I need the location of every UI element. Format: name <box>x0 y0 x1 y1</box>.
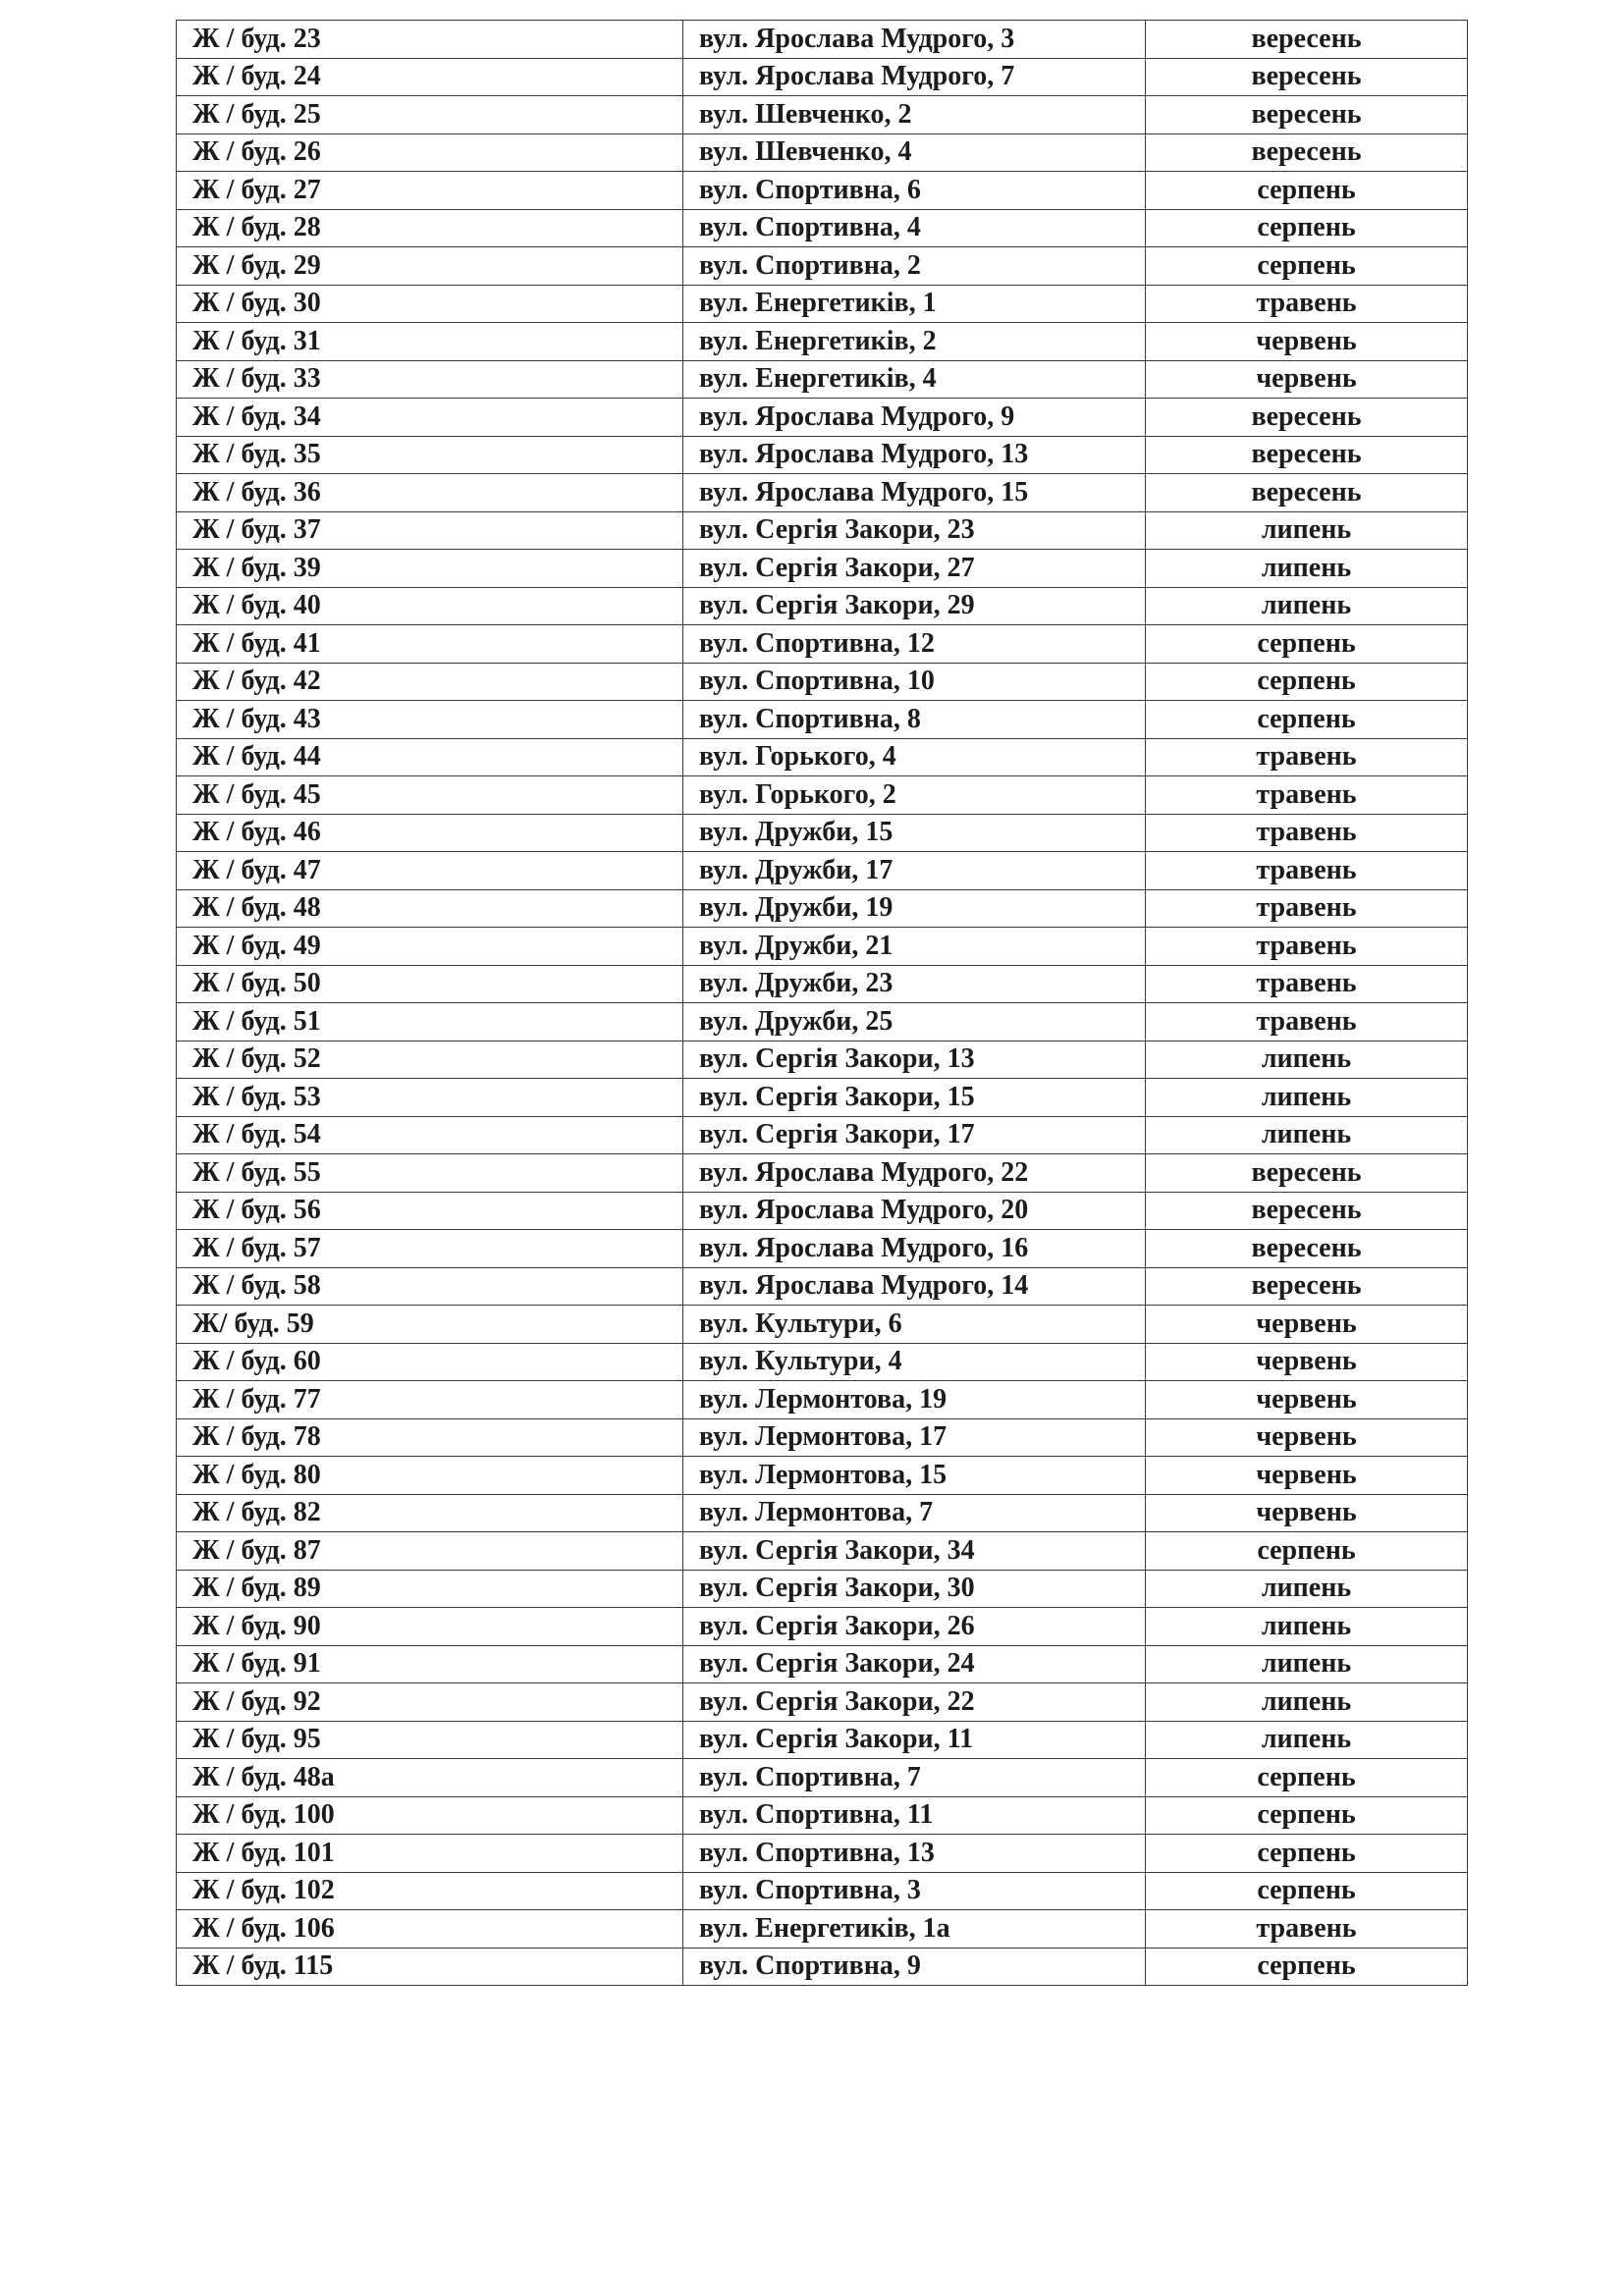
month-cell: вересень <box>1146 96 1468 134</box>
month-cell: серпень <box>1146 701 1468 739</box>
building-cell: Ж / буд. 56 <box>177 1192 683 1230</box>
month-cell: липень <box>1146 1721 1468 1759</box>
address-cell: вул. Енергетиків, 2 <box>683 323 1146 361</box>
building-cell: Ж / буд. 43 <box>177 701 683 739</box>
building-cell: Ж / буд. 92 <box>177 1683 683 1722</box>
table-row <box>177 663 1468 701</box>
building-cell: Ж / буд. 35 <box>177 436 683 474</box>
address-cell: вул. Горького, 2 <box>683 776 1146 815</box>
table-row <box>177 133 1468 172</box>
month-cell: червень <box>1146 1306 1468 1344</box>
month-cell: травень <box>1146 928 1468 966</box>
building-cell: Ж / буд. 33 <box>177 360 683 399</box>
table-row <box>177 1267 1468 1306</box>
table-row <box>177 1343 1468 1381</box>
address-cell: вул. Ярослава Мудрого, 7 <box>683 58 1146 96</box>
month-cell: вересень <box>1146 1267 1468 1306</box>
address-cell: вул. Спортивна, 2 <box>683 247 1146 286</box>
table-row <box>177 511 1468 550</box>
month-cell: вересень <box>1146 1230 1468 1268</box>
address-cell: вул. Сергія Закори, 11 <box>683 1721 1146 1759</box>
table-row <box>177 587 1468 625</box>
building-cell: Ж / буд. 82 <box>177 1494 683 1532</box>
month-cell: травень <box>1146 1910 1468 1949</box>
month-cell: червень <box>1146 1494 1468 1532</box>
table-row <box>177 1570 1468 1608</box>
building-cell: Ж / буд. 37 <box>177 511 683 550</box>
building-cell: Ж / буд. 44 <box>177 738 683 776</box>
building-cell: Ж / буд. 100 <box>177 1796 683 1835</box>
table-row <box>177 96 1468 134</box>
table-row <box>177 1608 1468 1646</box>
building-cell: Ж / буд. 55 <box>177 1154 683 1193</box>
address-cell: вул. Спортивна, 6 <box>683 172 1146 210</box>
table-row <box>177 625 1468 664</box>
month-cell: вересень <box>1146 21 1468 59</box>
table-row <box>177 1116 1468 1154</box>
month-cell: травень <box>1146 814 1468 852</box>
building-cell: Ж / буд. 102 <box>177 1872 683 1910</box>
month-cell: липень <box>1146 1116 1468 1154</box>
building-cell: Ж / буд. 89 <box>177 1570 683 1608</box>
month-cell: липень <box>1146 550 1468 588</box>
building-cell: Ж / буд. 45 <box>177 776 683 815</box>
table-row <box>177 1910 1468 1949</box>
table-row <box>177 965 1468 1003</box>
month-cell: серпень <box>1146 1796 1468 1835</box>
month-cell: червень <box>1146 1381 1468 1419</box>
table-row <box>177 814 1468 852</box>
building-cell: Ж / буд. 39 <box>177 550 683 588</box>
month-cell: вересень <box>1146 1154 1468 1193</box>
address-cell: вул. Культури, 6 <box>683 1306 1146 1344</box>
address-cell: вул. Спортивна, 3 <box>683 1872 1146 1910</box>
table-row <box>177 928 1468 966</box>
table-row <box>177 1418 1468 1457</box>
address-cell: вул. Дружби, 23 <box>683 965 1146 1003</box>
building-cell: Ж / буд. 24 <box>177 58 683 96</box>
address-cell: вул. Сергія Закори, 15 <box>683 1079 1146 1117</box>
table-row <box>177 1306 1468 1344</box>
building-cell: Ж / буд. 48а <box>177 1759 683 1797</box>
building-cell: Ж / буд. 48 <box>177 889 683 928</box>
building-cell: Ж / буд. 23 <box>177 21 683 59</box>
address-cell: вул. Спортивна, 10 <box>683 663 1146 701</box>
address-cell: вул. Дружби, 19 <box>683 889 1146 928</box>
month-cell: травень <box>1146 852 1468 890</box>
building-cell: Ж / буд. 52 <box>177 1041 683 1079</box>
building-cell: Ж / буд. 80 <box>177 1457 683 1495</box>
table-row <box>177 1192 1468 1230</box>
table-row <box>177 1948 1468 1986</box>
address-cell: вул. Лермонтова, 19 <box>683 1381 1146 1419</box>
month-cell: серпень <box>1146 625 1468 664</box>
address-cell: вул. Сергія Закори, 23 <box>683 511 1146 550</box>
address-cell: вул. Спортивна, 8 <box>683 701 1146 739</box>
month-cell: серпень <box>1146 1759 1468 1797</box>
table-row <box>177 21 1468 59</box>
address-cell: вул. Енергетиків, 4 <box>683 360 1146 399</box>
address-cell: вул. Сергія Закори, 34 <box>683 1532 1146 1571</box>
address-cell: вул. Сергія Закори, 13 <box>683 1041 1146 1079</box>
month-cell: липень <box>1146 1645 1468 1683</box>
building-cell: Ж / буд. 29 <box>177 247 683 286</box>
table-row <box>177 1835 1468 1873</box>
building-cell: Ж / буд. 87 <box>177 1532 683 1571</box>
building-cell: Ж / буд. 31 <box>177 323 683 361</box>
building-cell: Ж / буд. 77 <box>177 1381 683 1419</box>
table-row <box>177 1872 1468 1910</box>
month-cell: вересень <box>1146 58 1468 96</box>
building-cell: Ж / буд. 41 <box>177 625 683 664</box>
table-row <box>177 1003 1468 1041</box>
table-row <box>177 285 1468 323</box>
table-row <box>177 1796 1468 1835</box>
building-cell: Ж / буд. 78 <box>177 1418 683 1457</box>
table-row <box>177 701 1468 739</box>
building-cell: Ж/ буд. 59 <box>177 1306 683 1344</box>
building-cell: Ж / буд. 34 <box>177 399 683 437</box>
month-cell: вересень <box>1146 399 1468 437</box>
month-cell: липень <box>1146 1683 1468 1722</box>
building-cell: Ж / буд. 30 <box>177 285 683 323</box>
building-cell: Ж / буд. 46 <box>177 814 683 852</box>
building-cell: Ж / буд. 91 <box>177 1645 683 1683</box>
month-cell: липень <box>1146 1041 1468 1079</box>
address-cell: вул. Ярослава Мудрого, 22 <box>683 1154 1146 1193</box>
building-cell: Ж / буд. 49 <box>177 928 683 966</box>
building-cell: Ж / буд. 95 <box>177 1721 683 1759</box>
month-cell: серпень <box>1146 247 1468 286</box>
address-cell: вул. Ярослава Мудрого, 15 <box>683 474 1146 512</box>
month-cell: серпень <box>1146 1532 1468 1571</box>
schedule-table <box>176 20 1468 1986</box>
address-cell: вул. Спортивна, 7 <box>683 1759 1146 1797</box>
month-cell: травень <box>1146 1003 1468 1041</box>
table-row <box>177 209 1468 247</box>
table-row <box>177 1645 1468 1683</box>
address-cell: вул. Спортивна, 11 <box>683 1796 1146 1835</box>
address-cell: вул. Дружби, 21 <box>683 928 1146 966</box>
table-row <box>177 1532 1468 1571</box>
building-cell: Ж / буд. 40 <box>177 587 683 625</box>
month-cell: червень <box>1146 1343 1468 1381</box>
month-cell: червень <box>1146 1457 1468 1495</box>
building-cell: Ж / буд. 60 <box>177 1343 683 1381</box>
address-cell: вул. Енергетиків, 1 <box>683 285 1146 323</box>
building-cell: Ж / буд. 28 <box>177 209 683 247</box>
table-row <box>177 1721 1468 1759</box>
table-row <box>177 1154 1468 1193</box>
month-cell: липень <box>1146 1079 1468 1117</box>
table-row <box>177 550 1468 588</box>
building-cell: Ж / буд. 50 <box>177 965 683 1003</box>
building-cell: Ж / буд. 106 <box>177 1910 683 1949</box>
building-cell: Ж / буд. 53 <box>177 1079 683 1117</box>
building-cell: Ж / буд. 101 <box>177 1835 683 1873</box>
address-cell: вул. Сергія Закори, 29 <box>683 587 1146 625</box>
month-cell: серпень <box>1146 1948 1468 1986</box>
table-row <box>177 776 1468 815</box>
address-cell: вул. Сергія Закори, 26 <box>683 1608 1146 1646</box>
month-cell: травень <box>1146 738 1468 776</box>
schedule-table-body <box>177 21 1468 1986</box>
table-row <box>177 1381 1468 1419</box>
address-cell: вул. Культури, 4 <box>683 1343 1146 1381</box>
building-cell: Ж / буд. 54 <box>177 1116 683 1154</box>
month-cell: травень <box>1146 889 1468 928</box>
address-cell: вул. Сергія Закори, 22 <box>683 1683 1146 1722</box>
month-cell: травень <box>1146 285 1468 323</box>
table-row <box>177 1457 1468 1495</box>
address-cell: вул. Лермонтова, 15 <box>683 1457 1146 1495</box>
address-cell: вул. Сергія Закори, 30 <box>683 1570 1146 1608</box>
address-cell: вул. Ярослава Мудрого, 20 <box>683 1192 1146 1230</box>
building-cell: Ж / буд. 36 <box>177 474 683 512</box>
address-cell: вул. Ярослава Мудрого, 9 <box>683 399 1146 437</box>
address-cell: вул. Спортивна, 9 <box>683 1948 1146 1986</box>
address-cell: вул. Сергія Закори, 17 <box>683 1116 1146 1154</box>
address-cell: вул. Горького, 4 <box>683 738 1146 776</box>
address-cell: вул. Сергія Закори, 27 <box>683 550 1146 588</box>
address-cell: вул. Ярослава Мудрого, 14 <box>683 1267 1146 1306</box>
month-cell: червень <box>1146 323 1468 361</box>
table-row <box>177 474 1468 512</box>
address-cell: вул. Дружби, 15 <box>683 814 1146 852</box>
address-cell: вул. Дружби, 25 <box>683 1003 1146 1041</box>
address-cell: вул. Спортивна, 13 <box>683 1835 1146 1873</box>
address-cell: вул. Сергія Закори, 24 <box>683 1645 1146 1683</box>
table-row <box>177 1759 1468 1797</box>
table-row <box>177 436 1468 474</box>
month-cell: липень <box>1146 1570 1468 1608</box>
table-row <box>177 1079 1468 1117</box>
month-cell: серпень <box>1146 663 1468 701</box>
month-cell: липень <box>1146 511 1468 550</box>
table-row <box>177 399 1468 437</box>
building-cell: Ж / буд. 47 <box>177 852 683 890</box>
table-row <box>177 1494 1468 1532</box>
address-cell: вул. Лермонтова, 7 <box>683 1494 1146 1532</box>
address-cell: вул. Шевченко, 4 <box>683 133 1146 172</box>
building-cell: Ж / буд. 58 <box>177 1267 683 1306</box>
table-row <box>177 360 1468 399</box>
table-row <box>177 1230 1468 1268</box>
address-cell: вул. Ярослава Мудрого, 16 <box>683 1230 1146 1268</box>
building-cell: Ж / буд. 42 <box>177 663 683 701</box>
table-row <box>177 172 1468 210</box>
table-row <box>177 323 1468 361</box>
month-cell: червень <box>1146 1418 1468 1457</box>
month-cell: серпень <box>1146 209 1468 247</box>
table-row <box>177 738 1468 776</box>
month-cell: травень <box>1146 965 1468 1003</box>
table-row <box>177 58 1468 96</box>
month-cell: вересень <box>1146 1192 1468 1230</box>
building-cell: Ж / буд. 25 <box>177 96 683 134</box>
month-cell: серпень <box>1146 1872 1468 1910</box>
address-cell: вул. Дружби, 17 <box>683 852 1146 890</box>
building-cell: Ж / буд. 57 <box>177 1230 683 1268</box>
month-cell: червень <box>1146 360 1468 399</box>
table-row <box>177 852 1468 890</box>
month-cell: вересень <box>1146 474 1468 512</box>
address-cell: вул. Ярослава Мудрого, 13 <box>683 436 1146 474</box>
month-cell: серпень <box>1146 172 1468 210</box>
address-cell: вул. Ярослава Мудрого, 3 <box>683 21 1146 59</box>
building-cell: Ж / буд. 115 <box>177 1948 683 1986</box>
table-row <box>177 1041 1468 1079</box>
building-cell: Ж / буд. 90 <box>177 1608 683 1646</box>
month-cell: липень <box>1146 1608 1468 1646</box>
building-cell: Ж / буд. 27 <box>177 172 683 210</box>
address-cell: вул. Енергетиків, 1а <box>683 1910 1146 1949</box>
address-cell: вул. Шевченко, 2 <box>683 96 1146 134</box>
table-row <box>177 1683 1468 1722</box>
month-cell: вересень <box>1146 436 1468 474</box>
address-cell: вул. Лермонтова, 17 <box>683 1418 1146 1457</box>
building-cell: Ж / буд. 26 <box>177 133 683 172</box>
table-row <box>177 247 1468 286</box>
month-cell: липень <box>1146 587 1468 625</box>
address-cell: вул. Спортивна, 4 <box>683 209 1146 247</box>
month-cell: травень <box>1146 776 1468 815</box>
table-row <box>177 889 1468 928</box>
month-cell: вересень <box>1146 133 1468 172</box>
month-cell: серпень <box>1146 1835 1468 1873</box>
building-cell: Ж / буд. 51 <box>177 1003 683 1041</box>
address-cell: вул. Спортивна, 12 <box>683 625 1146 664</box>
